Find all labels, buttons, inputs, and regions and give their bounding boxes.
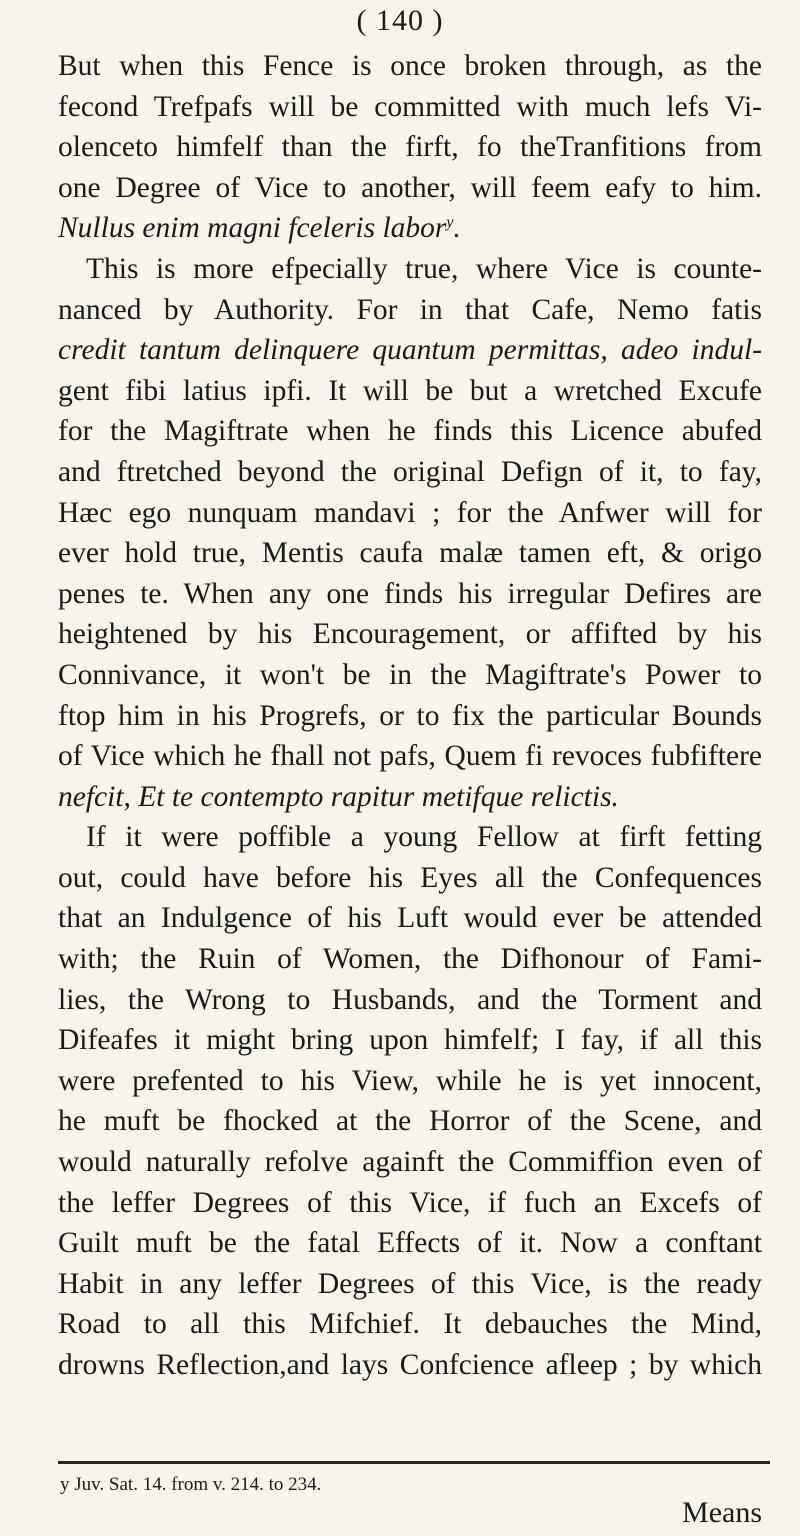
text-line: Road to all this Mifchief. It debauches the Mind, [58, 1308, 762, 1341]
text-line: and ftretched beyond the original Defign of it, to fay, [58, 455, 762, 488]
text-line: lies, the Wrong to Husbands, and the Torment and [58, 983, 762, 1016]
text-line: one Degree of Vice to another, will feem eafy to him. [58, 171, 762, 204]
text-line: ftop him in his Progrefs, or to fix the particular Bounds [58, 699, 762, 732]
text-line: nanced by Authority. For in that Cafe, Nemo fatis [58, 293, 762, 326]
catchword: Means [682, 1496, 762, 1529]
text-line: out, could have before his Eyes all the Confequences [58, 861, 762, 894]
text-line: Hæc ego nunquam mandavi ; for the Anfwer will for [58, 496, 762, 529]
text-line: would naturally refolve againft the Commiffion even of [58, 1146, 762, 1179]
footnote-rule [58, 1461, 770, 1464]
text-line: Connivance, it won't be in the Magiftrate's Power to [58, 658, 762, 691]
text-line: ever hold true, Mentis caufa malæ tamen eft, & origo [58, 537, 762, 570]
footnote: y Juv. Sat. 14. from v. 214. to 234. [60, 1474, 322, 1495]
text-line: for the Magiftrate when he finds this Licence abufed [58, 415, 762, 448]
body-text [58, 46, 762, 1386]
text-line: he muft be fhocked at the Horror of the Scene, and [58, 1105, 762, 1138]
text-line: Habit in any leffer Degrees of this Vice, is the ready [58, 1267, 762, 1300]
quote-juvenal: Nullus enim magni fceleris labor [58, 212, 447, 245]
text-line: the leffer Degrees of this Vice, if fuch an Excefs of [58, 1186, 762, 1219]
text-line: fecond Trefpafs will be committed with much lefs Vi- [58, 90, 762, 123]
text-line: But when this Fence is once broken through, as the [58, 50, 762, 82]
text-line: credit tantum delinquere quantum permittas, adeo indul- [58, 334, 762, 367]
footnote-marker: y [446, 214, 454, 232]
text-line: heightened by his Encouragement, or affifted by his [58, 618, 762, 651]
text-line: that an Indulgence of his Luft would ever be attended [58, 902, 762, 935]
text-line: Difeafes it might bring upon himfelf; I fay, if all this [58, 1024, 762, 1057]
text-line: were prefented to his View, while he is yet innocent, [58, 1064, 762, 1097]
text-line: This is more efpecially true, where Vice is counte- [86, 252, 762, 285]
text-line: of Vice which he fhall not pafs, Quem fi revoces fubfiftere [58, 740, 762, 773]
text-line: penes te. When any one finds his irregular Defires are [58, 577, 762, 610]
text-line: with; the Ruin of Women, the Difhonour of Fami- [58, 943, 762, 976]
text-line: olenceto himfelf than the firft, fo theTranfitions from [58, 131, 762, 164]
text-line: gent fibi latius ipfi. It will be but a wretched Excufe [58, 374, 762, 407]
text-line: Nullus enim magni fceleris labor$^y$. [58, 212, 461, 245]
text-line: drowns Reflection,and lays Confcience afleep ; by which [58, 1349, 762, 1381]
text-line: If it were poffible a young Fellow at firft fetting [86, 821, 762, 854]
page-number: ( 140 ) [356, 4, 444, 37]
text-line: Guilt muft be the fatal Effects of it. Now a conftant [58, 1227, 762, 1260]
text-line: nefcit, Et te contempto rapitur metifque relictis. [58, 780, 619, 813]
